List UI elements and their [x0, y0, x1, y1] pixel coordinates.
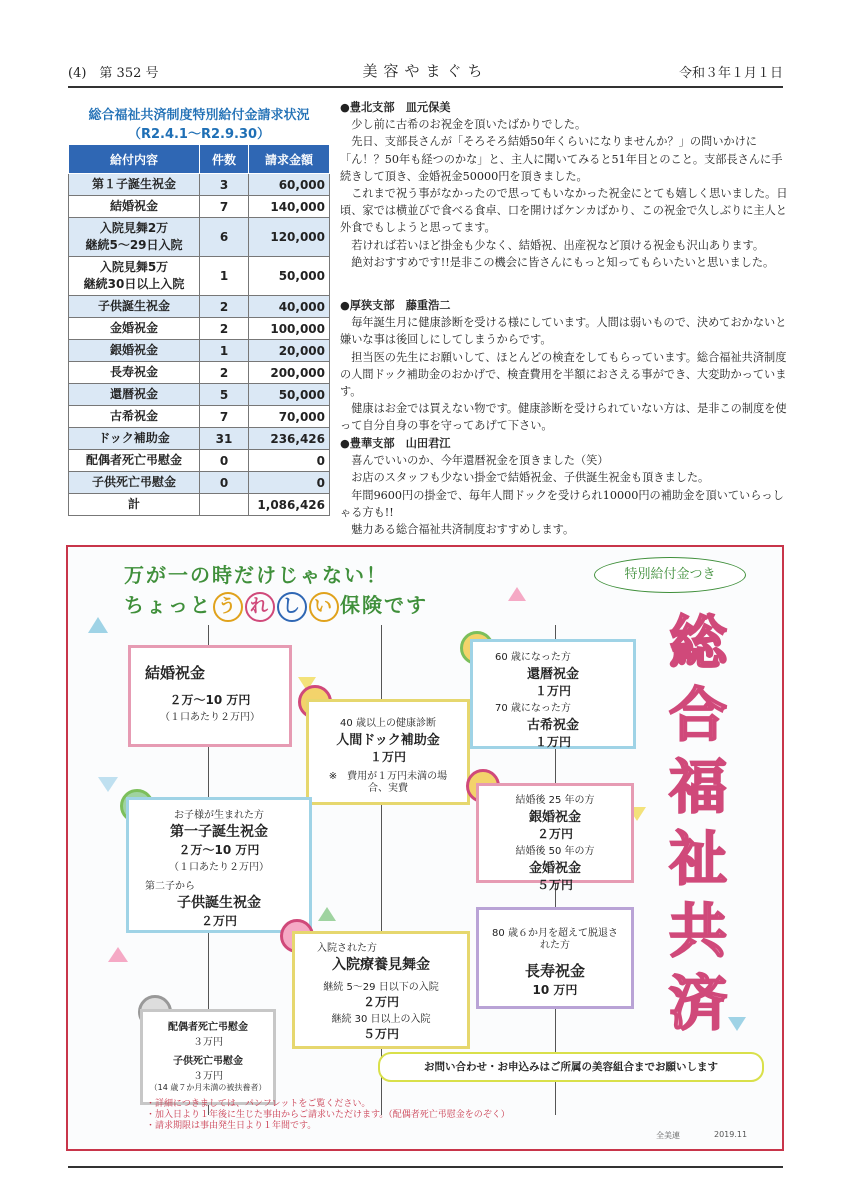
- table-row: [69, 257, 330, 296]
- card-dock: [306, 699, 470, 805]
- card-value: 10 万円: [532, 983, 578, 997]
- row-name-line2: 継続5～29日入院: [85, 238, 183, 252]
- story-paragraph: 担当医の先生にお願いして、ほとんどの検査をしてもらっています。総合福祉共済制度の人間ドック補助金のおかげで、検査費用を半額におさえる事ができ、大変助かっています。: [340, 350, 787, 399]
- row-name: 子供死亡弔慰金: [69, 472, 200, 494]
- card-value: ２万円: [536, 827, 573, 841]
- row-amount: 100,000: [249, 318, 330, 340]
- big-title-char: 祉: [668, 825, 727, 893]
- card-note: ※ 費用が１万円未満の場合、実費: [328, 771, 448, 794]
- confetti-shape: [318, 907, 336, 921]
- slogan-suffix: 保険です: [340, 593, 428, 617]
- story-paragraph: 毎年誕生月に健康診断を受ける様にしています。人間は弱いもので、決めておかないと嫌いな事は後回しにしてしまうからです。: [340, 316, 787, 347]
- story-paragraph: これまで祝う事がなかったので思ってもいなかった祝金にとても嬉しく思いました。日頃、家では横並びで食べる食卓、口を開けばケンカばかり、この祝金で久しぶりに主人と外食でもしようと思ってます。: [340, 187, 788, 235]
- slogan-bubble-char: し: [277, 592, 307, 622]
- story-paragraph: 絶対おすすめです!!是非この機会に皆さんにもっと知ってもらいたいと思いました。: [351, 255, 775, 269]
- table-row: [69, 428, 330, 450]
- slogan-bubble-char: う: [213, 592, 243, 622]
- big-title-char: 福: [668, 753, 727, 821]
- benefit-flyer: [66, 545, 784, 1151]
- card-value: ２万～10 万円: [178, 843, 260, 857]
- card-title: 還暦祝金: [526, 667, 579, 682]
- card-value: ５万円: [362, 1027, 399, 1041]
- slogan-bubble-char: れ: [245, 592, 275, 622]
- row-name: 配偶者死亡弔慰金: [69, 450, 200, 472]
- card-child: [126, 797, 312, 933]
- card-chouju: [476, 907, 634, 1009]
- row-count: 5: [200, 384, 249, 406]
- card-value: ２万～10 万円: [169, 693, 251, 707]
- confetti-shape: [508, 587, 526, 601]
- row-name: ドック補助金: [69, 428, 200, 450]
- note-line: ・加入日より１年後に生じた事由からご請求いただけます。（配偶者死亡弔慰金をのぞく）: [146, 1110, 510, 1120]
- row-amount: 0: [249, 450, 330, 472]
- big-title-char: 済: [668, 969, 727, 1037]
- story-hokuhoku: [340, 99, 788, 271]
- table-row: [69, 196, 330, 218]
- card-value: ５万円: [536, 878, 573, 892]
- row-amount: 200,000: [249, 362, 330, 384]
- table-row: [69, 218, 330, 257]
- row-amount: 70,000: [249, 406, 330, 428]
- card-value: ２万円: [362, 995, 399, 1009]
- card-sub: 80 歳６か月を超えて脱退された方: [492, 928, 618, 951]
- slogan-bubble-char: い: [309, 592, 339, 622]
- row-name: 還暦祝金: [69, 384, 200, 406]
- card-title: 結婚祝金: [145, 664, 206, 682]
- card-value: ２万円: [200, 914, 237, 928]
- claims-period: （R2.4.1～R2.9.30）: [127, 127, 271, 142]
- card-title: 古希祝金: [526, 718, 579, 733]
- table-row: [69, 472, 330, 494]
- row-name: 結婚祝金: [69, 196, 200, 218]
- row-count: 1: [200, 257, 249, 296]
- row-amount: 1,086,426: [249, 494, 330, 516]
- story-paragraph: 年間9600円の掛金で、毎年人間ドックを受けられ10000円の補助金を頂いていらっしゃる方も!!: [340, 488, 784, 519]
- page-header: [68, 60, 783, 84]
- row-name: [69, 257, 200, 296]
- table-row: [69, 384, 330, 406]
- table-row: [69, 406, 330, 428]
- story-paragraph: 喜んでいいのか、今年還暦祝金を頂きました（笑）: [351, 454, 609, 468]
- special-benefit-badge: 特別給付金つき: [594, 557, 746, 593]
- row-name: 計: [69, 494, 200, 516]
- row-amount: 20,000: [249, 340, 330, 362]
- confetti-shape: [108, 947, 128, 962]
- row-count: 0: [200, 450, 249, 472]
- header-divider: [68, 86, 783, 88]
- row-name: 金婚祝金: [69, 318, 200, 340]
- row-amount: 50,000: [249, 257, 330, 296]
- column-header: 件数: [200, 145, 249, 174]
- story-paragraph: 先日、支部長さんが「そろそろ結婚50年くらいになりませんか？」の問いかけに「ん！？50年も経つのかな」と、主人に聞いてみると51年目とのこと。支部長さんに手続きして頂き、金婚祝金50000円を頂きました。: [340, 135, 783, 183]
- row-name: 子供誕生祝金: [69, 296, 200, 318]
- story-paragraph: 若ければ若いほど掛金も少なく、結婚祝、出産祝など頂ける祝金も沢山あります。: [351, 238, 765, 252]
- confetti-shape: [98, 777, 118, 792]
- story-author: ●厚狭支部 藤重浩二: [340, 298, 451, 312]
- row-name: 第１子誕生祝金: [69, 174, 200, 196]
- issue-number: (4) 第 352 号: [68, 66, 159, 81]
- card-title: 子供死亡弔慰金: [173, 1056, 243, 1067]
- row-count: 2: [200, 362, 249, 384]
- slogan-prefix: ちょっと: [124, 593, 212, 617]
- card-hospital: [292, 931, 470, 1049]
- card-value: １万円: [534, 684, 571, 698]
- claims-table: [68, 144, 330, 516]
- row-count: 2: [200, 296, 249, 318]
- card-ginkon: [476, 783, 634, 892]
- story-paragraph: 健康はお金では買えない物です。健康診断を受けられていない方は、是非この制度を使って自分自身の事を守ってあげて下さい。: [340, 402, 787, 433]
- row-name: 古希祝金: [69, 406, 200, 428]
- newsletter-title: 美容やまぐち: [362, 62, 489, 80]
- claims-title: 総合福祉共済制度特別給付金請求状況: [88, 108, 310, 123]
- footer-org: 全美連: [656, 1131, 680, 1140]
- story-paragraph: 魅力ある総合福祉共済制度おすすめします。: [351, 523, 575, 537]
- row-amount: 140,000: [249, 196, 330, 218]
- flyer-notes: [146, 1099, 510, 1132]
- row-count: 0: [200, 472, 249, 494]
- story-houka: [340, 435, 788, 538]
- row-count: 31: [200, 428, 249, 450]
- confetti-shape: [88, 617, 108, 633]
- card-sub: 結婚後 50 年の方: [515, 846, 595, 857]
- story-asa: [340, 297, 788, 435]
- card-note: （１口あたり２万円）: [169, 862, 269, 873]
- card-sub: 70 歳になった方: [495, 703, 571, 714]
- row-amount: 60,000: [249, 174, 330, 196]
- contact-banner: お問い合わせ・お申込みはご所属の美容組合までお願いします: [378, 1052, 764, 1082]
- row-name: [69, 218, 200, 257]
- big-title-char: 共: [668, 897, 727, 965]
- card-kanreki: [470, 639, 636, 749]
- row-count: 1: [200, 340, 249, 362]
- big-title-char: 合: [668, 681, 727, 749]
- card-value: ３万円: [193, 1037, 223, 1048]
- card-sub: 入院された方: [317, 943, 377, 954]
- row-name-line1: 入院見舞5万: [99, 260, 169, 274]
- card-title: 人間ドック補助金: [336, 733, 440, 748]
- card-note: （１口あたり２万円）: [160, 712, 260, 723]
- card-title: 入院療養見舞金: [332, 957, 430, 973]
- table-row: [69, 340, 330, 362]
- story-paragraph: お店のスタッフも少ない掛金で結婚祝金、子供誕生祝金も頂きました。: [351, 471, 710, 485]
- footer-divider: [68, 1166, 783, 1168]
- row-count: [200, 494, 249, 516]
- card-title: 銀婚祝金: [528, 810, 581, 825]
- card-value: １万円: [534, 735, 571, 749]
- note-line: ・詳細につきましては、パンフレットをご覧ください。: [146, 1099, 371, 1109]
- big-title-char: 総: [668, 609, 727, 677]
- table-row: [69, 362, 330, 384]
- footer-code: 2019.11: [714, 1130, 748, 1139]
- card-marriage: [128, 645, 292, 747]
- row-name: 長寿祝金: [69, 362, 200, 384]
- row-amount: 40,000: [249, 296, 330, 318]
- story-paragraph: 少し前に古希のお祝金を頂いたばかりでした。: [351, 118, 587, 132]
- note-line: ・請求期限は事由発生日より１年間です。: [146, 1121, 317, 1131]
- story-author: ●豊華支部 山田君江: [340, 436, 451, 450]
- row-count: 6: [200, 218, 249, 257]
- card-sub: 第二子から: [145, 881, 195, 892]
- row-name: 銀婚祝金: [69, 340, 200, 362]
- big-title: [643, 607, 753, 1039]
- card-sub: 60 歳になった方: [495, 652, 571, 663]
- card-note: （14 歳７か月未満の被扶養者）: [149, 1083, 267, 1092]
- table-total-row: [69, 494, 330, 516]
- card-value: １万円: [369, 750, 406, 764]
- slogan-line-2: [124, 589, 428, 622]
- card-value: ３万円: [193, 1071, 223, 1082]
- card-sub: 40 歳以上の健康診断: [340, 718, 436, 729]
- column-header: 給付内容: [69, 145, 200, 174]
- card-sub: 継続 30 日以上の入院: [331, 1014, 431, 1025]
- table-row: [69, 296, 330, 318]
- row-name-line2: 継続30日以上入院: [83, 277, 185, 291]
- row-amount: 120,000: [249, 218, 330, 257]
- issue-date: 令和３年１月１日: [678, 66, 783, 81]
- card-sub: 結婚後 25 年の方: [515, 795, 595, 806]
- slogan-line-1: 万が一の時だけじゃない！: [124, 563, 388, 587]
- card-sub: お子様が生まれた方: [174, 810, 264, 821]
- table-header-row: [69, 145, 330, 174]
- row-amount: 50,000: [249, 384, 330, 406]
- table-row: [69, 174, 330, 196]
- card-death: [140, 1009, 276, 1105]
- card-title: 子供誕生祝金: [177, 895, 261, 911]
- row-count: 7: [200, 406, 249, 428]
- row-count: 7: [200, 196, 249, 218]
- column-header: 請求金額: [249, 145, 330, 174]
- card-title: 金婚祝金: [528, 861, 581, 876]
- card-sub: 継続 5～29 日以下の入院: [323, 982, 439, 993]
- table-row: [69, 450, 330, 472]
- card-title: 長寿祝金: [524, 962, 585, 980]
- row-count: 3: [200, 174, 249, 196]
- table-row: [69, 318, 330, 340]
- row-name-line1: 入院見舞2万: [99, 221, 169, 235]
- card-title: 配偶者死亡弔慰金: [168, 1022, 248, 1033]
- row-amount: 236,426: [249, 428, 330, 450]
- card-title: 第一子誕生祝金: [170, 824, 268, 840]
- row-count: 2: [200, 318, 249, 340]
- story-author: ●豊北支部 皿元保美: [340, 100, 451, 114]
- row-amount: 0: [249, 472, 330, 494]
